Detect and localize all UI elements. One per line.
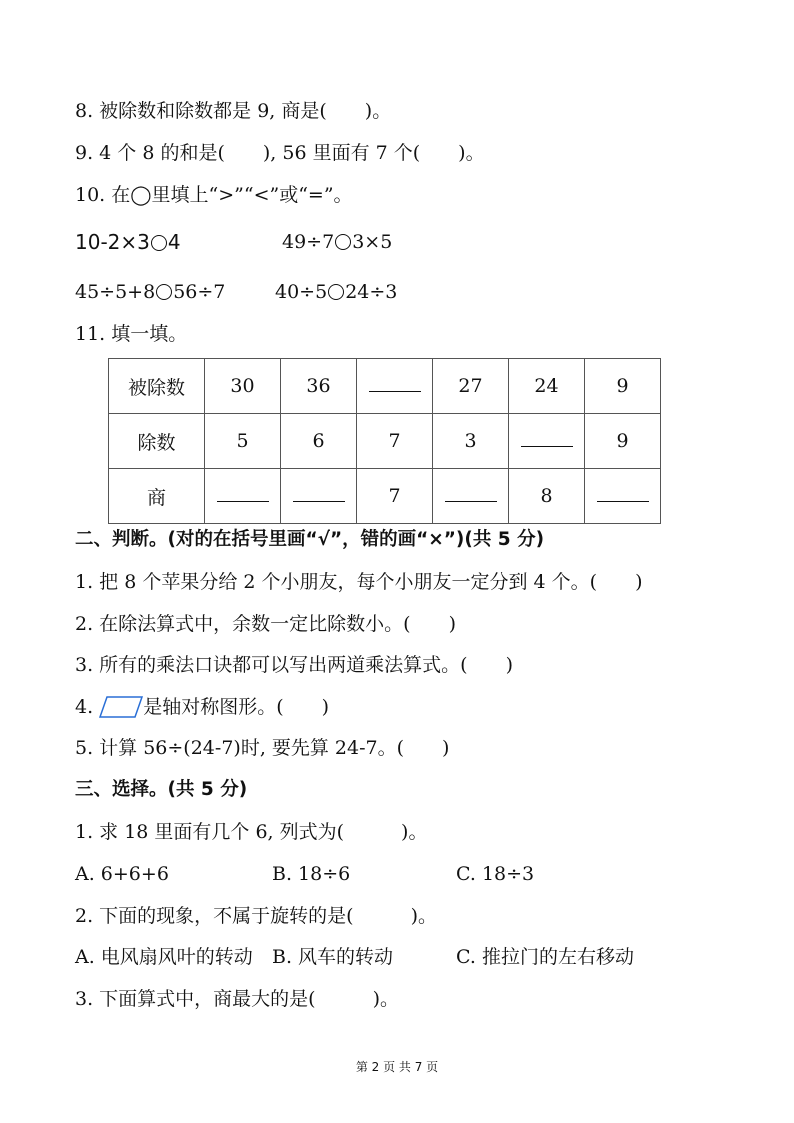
row-label: 被除数 xyxy=(109,359,205,414)
table-row xyxy=(109,359,661,414)
table-row xyxy=(109,414,661,469)
table-cell: 24 xyxy=(509,359,585,414)
blank-cell[interactable] xyxy=(509,414,585,469)
table-cell: 3 xyxy=(433,414,509,469)
table-row xyxy=(109,469,661,524)
table-cell: 27 xyxy=(433,359,509,414)
table-cell: 7 xyxy=(357,469,433,524)
choice-option[interactable]: A. 电风扇风叶的转动 xyxy=(75,946,253,968)
compare-item-4: 40÷5 24÷3 xyxy=(275,281,398,303)
table-cell: 6 xyxy=(281,414,357,469)
choice-question-2: 2. 下面的现象，不属于旋转的是( )。 xyxy=(75,905,437,927)
division-table xyxy=(108,358,661,524)
judge-item-3: 3. 所有的乘法口诀都可以写出两道乘法算式。( ) xyxy=(75,654,513,676)
table-cell: 30 xyxy=(205,359,281,414)
judge-item-4: 4. 是轴对称图形。( ) xyxy=(75,696,330,718)
blank-cell[interactable] xyxy=(357,359,433,414)
compare-circle[interactable] xyxy=(328,284,344,300)
table-cell: 36 xyxy=(281,359,357,414)
compare-circle[interactable] xyxy=(151,235,167,251)
question-11: 11. 填一填。 xyxy=(75,323,188,345)
table-cell: 8 xyxy=(509,469,585,524)
table-cell: 9 xyxy=(585,359,661,414)
blank-cell[interactable] xyxy=(205,469,281,524)
judge-item-5: 5. 计算 56÷(24-7)时, 要先算 24-7。( ) xyxy=(75,737,450,759)
question-10: 10. 在◯里填上“>”“<”或“=”。 xyxy=(75,184,353,206)
compare-circle[interactable] xyxy=(156,284,172,300)
row-label: 商 xyxy=(109,469,205,524)
page-footer: 第 2 页 共 7 页 xyxy=(355,1060,439,1074)
table-cell: 7 xyxy=(357,414,433,469)
choice-question-3: 3. 下面算式中，商最大的是( )。 xyxy=(75,988,399,1010)
choice-question-1: 1. 求 18 里面有几个 6, 列式为( )。 xyxy=(75,821,428,843)
blank-cell[interactable] xyxy=(281,469,357,524)
judge-item-1: 1. 把 8 个苹果分给 2 个小朋友，每个小朋友一定分到 4 个。( ) xyxy=(75,571,643,593)
compare-item-2: 49÷7 3×5 xyxy=(282,231,393,253)
question-9: 9. 4 个 8 的和是( ), 56 里面有 7 个( )。 xyxy=(75,142,485,164)
blank-cell[interactable] xyxy=(433,469,509,524)
table-cell: 5 xyxy=(205,414,281,469)
table-cell: 9 xyxy=(585,414,661,469)
choice-option[interactable]: B. 风车的转动 xyxy=(272,946,394,968)
choice-option[interactable]: C. 18÷3 xyxy=(456,863,535,885)
compare-item-3: 45÷5+8 56÷7 xyxy=(75,281,226,303)
choice-option[interactable]: B. 18÷6 xyxy=(272,863,351,885)
row-label: 除数 xyxy=(109,414,205,469)
question-8: 8. 被除数和除数都是 9, 商是( )。 xyxy=(75,100,392,122)
judge-item-2: 2. 在除法算式中，余数一定比除数小。( ) xyxy=(75,613,456,635)
choice-option[interactable]: A. 6+6+6 xyxy=(75,863,169,885)
section-2-title: 二、判断。(对的在括号里画“√”，错的画“×”)(共 5 分) xyxy=(75,529,545,550)
blank-cell[interactable] xyxy=(585,469,661,524)
choice-option[interactable]: C. 推拉门的左右移动 xyxy=(456,946,634,968)
section-3-title: 三、选择。(共 5 分) xyxy=(75,779,248,800)
compare-circle[interactable] xyxy=(335,234,351,250)
parallelogram-icon xyxy=(99,696,143,718)
compare-item-1: 10-2×3 4 xyxy=(75,230,181,254)
